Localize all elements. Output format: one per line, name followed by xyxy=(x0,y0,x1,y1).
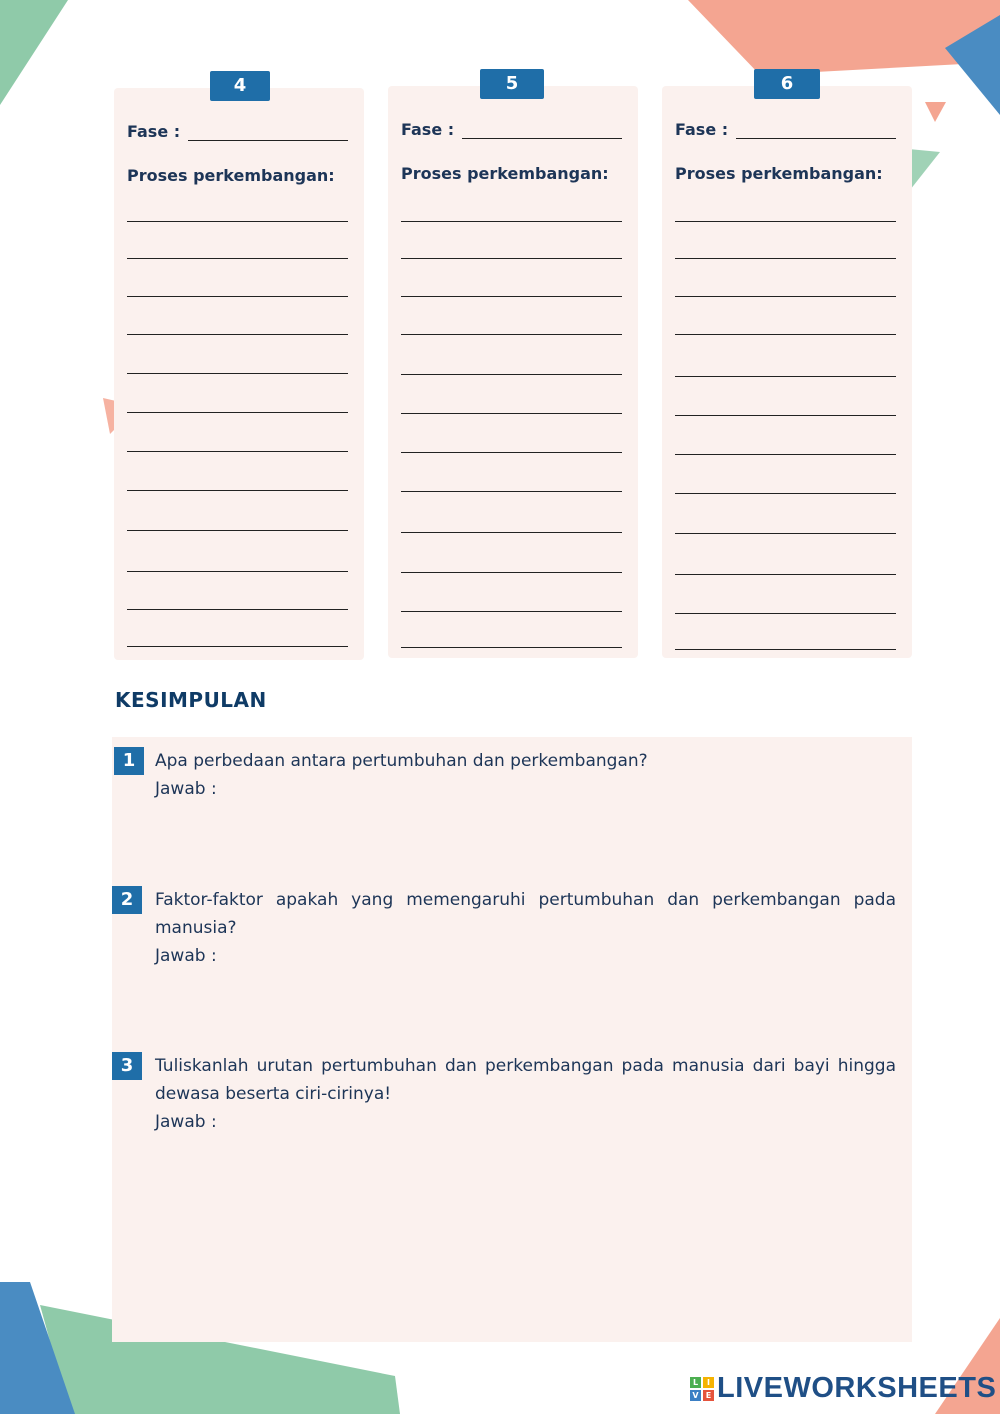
salmon-corner-shape xyxy=(688,0,1000,75)
fase-input-line[interactable] xyxy=(462,120,622,139)
question-2 xyxy=(155,886,896,970)
fase-input-line[interactable] xyxy=(736,120,896,139)
writing-line[interactable] xyxy=(675,454,896,455)
fase-label: Fase : xyxy=(401,120,455,139)
writing-line[interactable] xyxy=(675,376,896,377)
question-number-badge: 2 xyxy=(112,886,142,914)
writing-line[interactable] xyxy=(401,221,622,222)
writing-line[interactable] xyxy=(401,532,622,533)
kesimpulan-title: KESIMPULAN xyxy=(115,688,267,712)
writing-line[interactable] xyxy=(127,373,348,374)
kesimpulan-answer-area[interactable] xyxy=(112,737,912,1342)
writing-line[interactable] xyxy=(675,533,896,534)
writing-line[interactable] xyxy=(675,415,896,416)
fase-label: Fase : xyxy=(127,122,181,141)
column-number-badge: 6 xyxy=(754,69,820,99)
writing-line[interactable] xyxy=(675,296,896,297)
writing-line[interactable] xyxy=(675,613,896,614)
writing-line[interactable] xyxy=(401,572,622,573)
fase-label: Fase : xyxy=(675,120,729,139)
writing-line[interactable] xyxy=(675,334,896,335)
column-number-badge: 5 xyxy=(480,69,544,99)
writing-line[interactable] xyxy=(127,334,348,335)
fase-field[interactable] xyxy=(675,120,896,139)
writing-line[interactable] xyxy=(401,413,622,414)
answer-label: Jawab : xyxy=(155,779,217,799)
writing-line[interactable] xyxy=(127,571,348,572)
logo-letter: V xyxy=(690,1390,701,1401)
fase-field[interactable] xyxy=(401,120,622,139)
writing-line[interactable] xyxy=(675,574,896,575)
writing-line[interactable] xyxy=(401,258,622,259)
column-6 xyxy=(662,73,912,658)
question-text: Tuliskanlah urutan pertumbuhan dan perkembangan pada manusia dari bayi hingga dewasa beserta ciri-cirinya! xyxy=(155,1056,896,1104)
liveworksheets-logo[interactable] xyxy=(690,1372,996,1405)
proses-label: Proses perkembangan: xyxy=(401,164,609,183)
writing-line[interactable] xyxy=(401,374,622,375)
question-1 xyxy=(155,747,896,803)
writing-line[interactable] xyxy=(401,296,622,297)
writing-line[interactable] xyxy=(127,490,348,491)
question-number-badge: 1 xyxy=(114,747,144,775)
writing-line[interactable] xyxy=(401,491,622,492)
fase-input-line[interactable] xyxy=(188,122,348,141)
proses-label: Proses perkembangan: xyxy=(127,166,335,185)
proses-label: Proses perkembangan: xyxy=(675,164,883,183)
column-5 xyxy=(388,73,638,658)
logo-letter: I xyxy=(703,1377,714,1388)
writing-line[interactable] xyxy=(401,334,622,335)
logo-letter: E xyxy=(703,1390,714,1401)
writing-line[interactable] xyxy=(675,221,896,222)
answer-label: Jawab : xyxy=(155,946,217,966)
question-3 xyxy=(155,1052,896,1136)
writing-line[interactable] xyxy=(675,649,896,650)
writing-line[interactable] xyxy=(675,258,896,259)
writing-line[interactable] xyxy=(401,611,622,612)
writing-line[interactable] xyxy=(401,647,622,648)
writing-line[interactable] xyxy=(127,609,348,610)
question-text: Faktor-faktor apakah yang memengaruhi pertumbuhan dan perkembangan pada manusia? xyxy=(155,890,896,938)
writing-line[interactable] xyxy=(127,412,348,413)
question-text: Apa perbedaan antara pertumbuhan dan perkembangan? xyxy=(155,751,648,771)
logo-letter: L xyxy=(690,1377,701,1388)
writing-line[interactable] xyxy=(127,258,348,259)
answer-label: Jawab : xyxy=(155,1112,217,1132)
logo-icon xyxy=(690,1377,714,1401)
question-number-badge: 3 xyxy=(112,1052,142,1080)
logo-text: LIVEWORKSHEETS xyxy=(717,1372,997,1404)
writing-line[interactable] xyxy=(127,451,348,452)
column-number-badge: 4 xyxy=(210,71,270,101)
writing-line[interactable] xyxy=(675,493,896,494)
fase-field[interactable] xyxy=(127,122,348,141)
writing-line[interactable] xyxy=(127,221,348,222)
writing-line[interactable] xyxy=(127,646,348,647)
column-4 xyxy=(114,75,364,660)
writing-line[interactable] xyxy=(401,452,622,453)
mint-corner-shape xyxy=(0,0,68,105)
small-salmon-triangle xyxy=(925,102,946,122)
writing-line[interactable] xyxy=(127,296,348,297)
writing-line[interactable] xyxy=(127,530,348,531)
